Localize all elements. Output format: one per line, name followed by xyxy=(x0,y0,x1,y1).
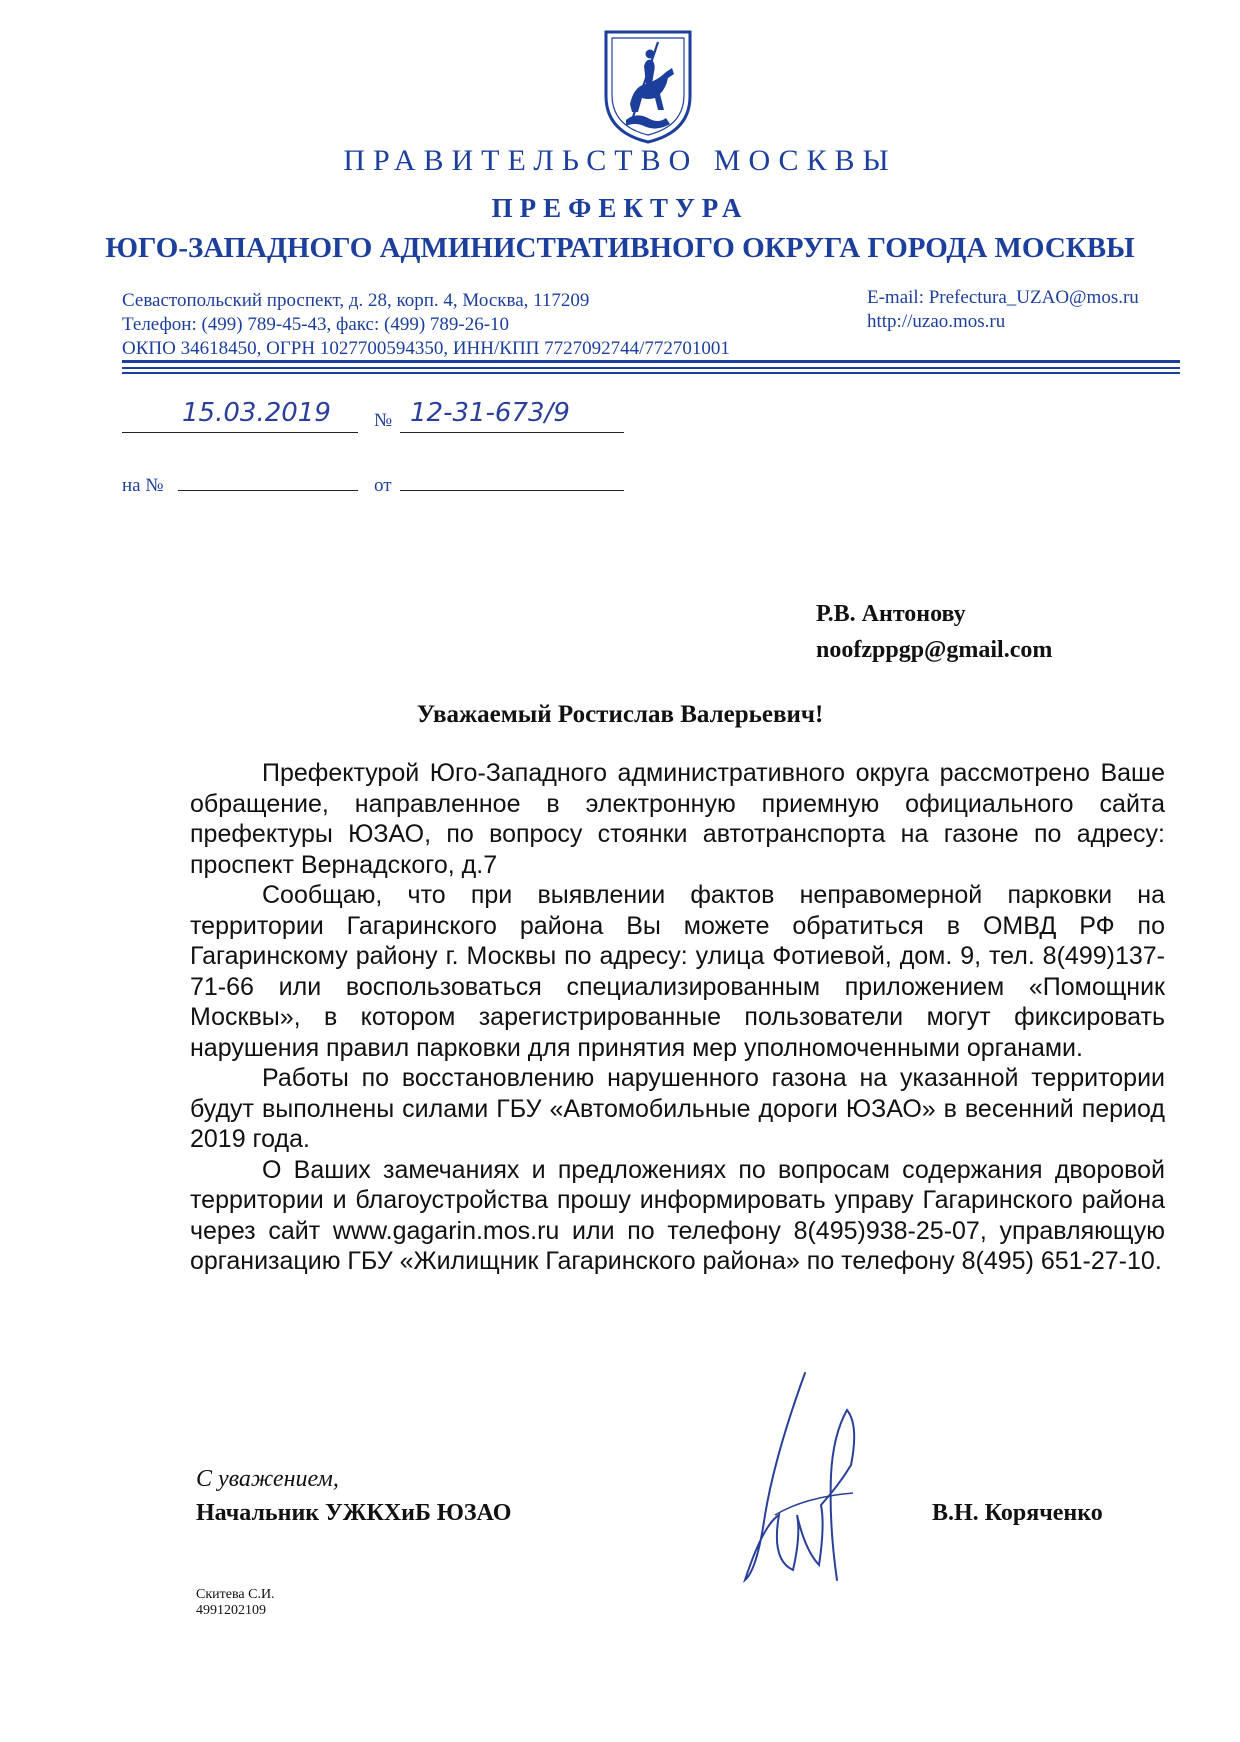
body-paragraph: Сообщаю, что при выявлении фактов неправомерной парковки на территории Гагаринского района Вы можете обратиться в ОМВД РФ по Гагаринскому району г. Москвы по адресу: улица Фотиевой, дом. 9, тел. 8(499)137-71-66 или воспользоваться специализированным приложением «Помощник Москвы», в котором зарегистрированные пользователи могут фиксировать нарушения правил парковки для принятия мер уполномоченными органами. xyxy=(190,881,1165,1062)
recipient-name: Р.В. Антонову xyxy=(816,601,966,627)
body-paragraph: Префектурой Юго-Западного административного округа рассмотрено Ваше обращение, направленное в электронную приемную официального сайта префектуры ЮЗАО, по вопросу стоянки автотранспорта на газоне по адресу: проспект Вернадского, д.7 xyxy=(190,759,1165,879)
okrug-title: ЮГО-ЗАПАДНОГО АДМИНИСТРАТИВНОГО ОКРУГА ГОРОДА МОСКВЫ xyxy=(105,232,1135,264)
executor-name: Скитева С.И. xyxy=(196,1587,275,1602)
recipient-block xyxy=(816,596,1052,668)
handwritten-signature-icon xyxy=(735,1365,885,1590)
registration-date: 15.03.2019 xyxy=(182,398,331,428)
email-line: E-mail: Prefectura_UZAO@mos.ru xyxy=(867,287,1139,308)
body-paragraph: Работы по восстановлению нарушенного газона на указанной территории будут выполнены силами ГБУ «Автомобильные дороги ЮЗАО» в весенний период 2019 года. xyxy=(190,1064,1165,1153)
ref-number-field xyxy=(178,468,358,491)
salutation: Уважаемый Ростислав Валерьевич! xyxy=(416,701,824,728)
signer-name: В.Н. Коряченко xyxy=(932,1500,1103,1526)
ref-number-label: на № xyxy=(122,475,164,496)
from-label: от xyxy=(374,475,392,496)
number-label: № xyxy=(374,410,393,431)
phone-line: Телефон: (499) 789-45-43, факс: (499) 789-26-10 xyxy=(122,314,510,335)
header-rule-thin xyxy=(122,367,1180,369)
website-line: http://uzao.mos.ru xyxy=(867,311,1006,332)
letter-body xyxy=(190,758,1165,1277)
address-block xyxy=(122,289,730,361)
moscow-coat-of-arms-icon xyxy=(600,28,696,146)
body-paragraph: О Ваших замечаниях и предложениях по вопросам содержания дворовой территории и благоустройства прошу информировать управу Гагаринского района через сайт www.gagarin.mos.ru или по телефону 8(495)938-25-07, управляющую организацию ГБУ «Жилищник Гагаринского района» по телефону 8(495) 651-27-10. xyxy=(190,1155,1165,1275)
recipient-email: noofzppgp@gmail.com xyxy=(816,637,1053,663)
requisites-line: ОКПО 34618450, ОГРН 1027700594350, ИНН/КПП 7727092744/772701001 xyxy=(122,338,730,359)
government-title: ПРАВИТЕЛЬСТВО МОСКВЫ xyxy=(343,144,897,177)
signer-position: Начальник УЖКХиБ ЮЗАО xyxy=(196,1500,512,1526)
prefecture-title: ПРЕФЕКТУРА xyxy=(491,193,749,223)
executor-block xyxy=(196,1587,275,1619)
address-line: Севастопольский проспект, д. 28, корп. 4, Москва, 117209 xyxy=(122,290,590,311)
registration-number: 12-31-673/9 xyxy=(410,398,570,428)
contact-block xyxy=(867,286,1139,334)
executor-phone: 4991202109 xyxy=(196,1603,266,1618)
header-rule-thick xyxy=(122,360,1180,363)
header-rule-thin-2 xyxy=(122,372,1180,374)
closing-phrase: С уважением, xyxy=(196,1466,339,1492)
from-date-field xyxy=(400,468,624,491)
